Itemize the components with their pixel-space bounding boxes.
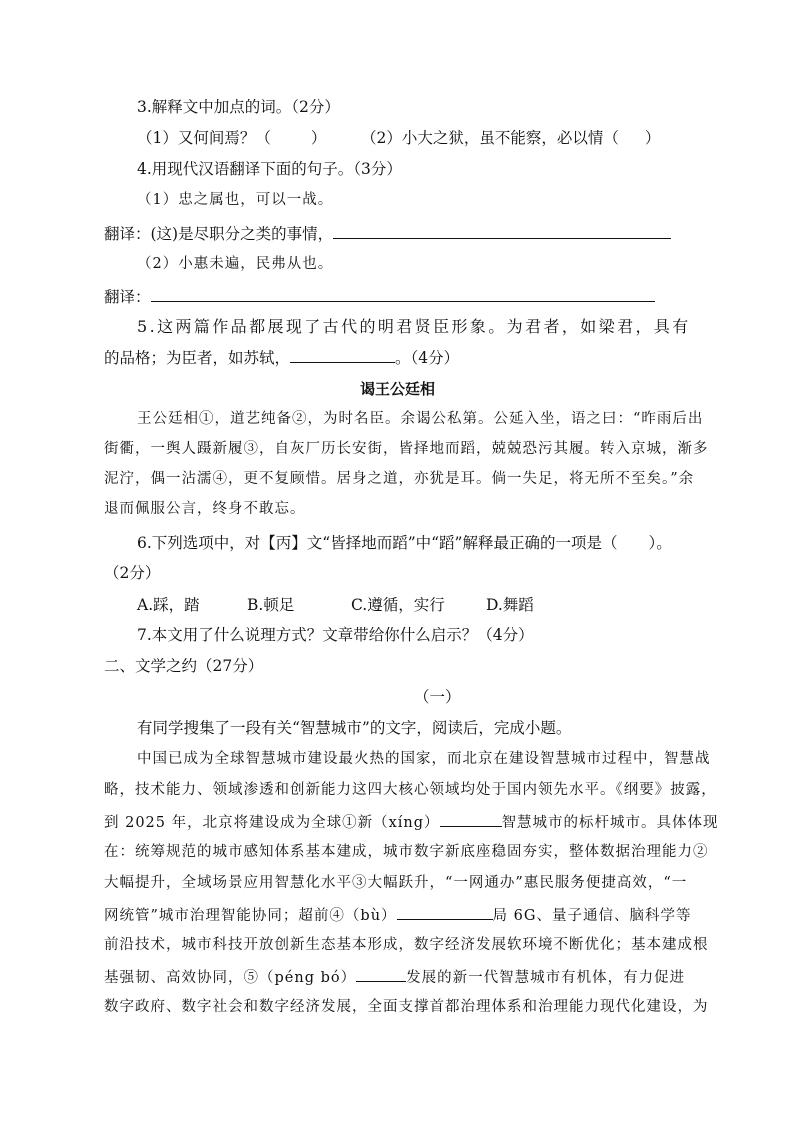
- q4-translation-2-prefix: 翻译：: [104, 288, 151, 306]
- q6-line-1: 6.下列选项中，对【丙】文“皆择地而蹈”中“蹈”解释最正确的一项是（ ）。: [137, 534, 672, 552]
- section2-line-9b: 发展的新一代智慧城市有机体，有力促进: [406, 970, 686, 986]
- section2-line-9a: 基强韧、高效协同，⑤（péng bó）: [104, 970, 357, 986]
- q4-sentence-1: （1）忠之属也，可以一战。: [137, 192, 334, 208]
- section2-line-3a: 到 2025 年，北京将建设成为全球①新（xíng）: [104, 815, 440, 831]
- q5-line-1: 5.这两篇作品都展现了古代的明君贤臣形象。为君者，如梁君，具有: [137, 317, 691, 336]
- passage-line: 退而佩服公言，终身不敢忘。: [104, 501, 306, 517]
- q5-line-2-a: 的品格；为臣者，如苏轼，: [104, 349, 291, 367]
- q3-item1-paren-close: ）: [310, 129, 327, 147]
- section2-line-blank-2: [104, 903, 691, 927]
- passage-title: 谒王公廷相: [360, 380, 436, 398]
- q6-option-d[interactable]: D.舞蹈: [486, 596, 534, 614]
- section2-line-7a: 网统管”城市治理智能协同；超前④（bù）: [104, 908, 397, 924]
- q3-item2: [361, 127, 660, 149]
- section2-subtitle: （一）: [414, 688, 461, 706]
- section2-line: 略，技术能力、领域渗透和创新能力这四大核心领域均处于国内领先水平。《纲要》披露，: [104, 782, 717, 798]
- q4-translation-2: [104, 285, 655, 308]
- q5-blank[interactable]: [290, 346, 395, 363]
- passage-line: 王公廷相①，道艺纯备②，为时名臣。余谒公私第。公延入坐，语之曰：“昨雨后出: [137, 411, 704, 427]
- q3-item2-paren-close: ）: [644, 129, 661, 147]
- q7-text: 7.本文用了什么说理方式？文章带给你什么启示？（4分）: [137, 626, 534, 644]
- blank-xing[interactable]: [440, 810, 502, 827]
- q3-item2-text: （2）小大之狱，虽不能察，必以情（: [361, 129, 619, 147]
- section2-line: 数字政府、数字社会和数字经济发展，全面支撑首都治理体系和治理能力现代化建设，为: [104, 999, 709, 1015]
- section2-line: 前沿技术，城市科技开放创新生态基本形成，数字经济发展软环境不断优化；基本建成根: [104, 937, 709, 953]
- passage-line: 街衢，一舆人蹑新履③，自灰厂历长安街，皆择地而蹈，兢兢恐污其履。转入京城，渐多: [104, 441, 709, 457]
- section2-line: 中国已成为全球智慧城市建设最火热的国家，而北京在建设智慧城市过程中，智慧战: [137, 751, 711, 767]
- q4-translation-1-blank[interactable]: [333, 222, 671, 239]
- section2-line: 大幅提升，全域场景应用智慧化水平③大幅跃升，“一网通办”惠民服务便捷高效，“一: [104, 875, 688, 891]
- q6-line-2: （2分）: [104, 564, 161, 582]
- q4-translation-1-prefix: 翻译：(这)是尽职分之类的事情，: [104, 225, 334, 243]
- blank-pengbo[interactable]: [356, 965, 406, 982]
- blank-bu[interactable]: [397, 903, 493, 920]
- q6-option-a[interactable]: A.踩，踏: [137, 596, 200, 614]
- section2-title: 二、文学之约（27分）: [104, 657, 264, 675]
- q4-translation-2-blank[interactable]: [151, 285, 655, 302]
- q3-item1: [137, 127, 326, 149]
- section2-intro: 有同学搜集了一段有关“智慧城市”的文字，阅读后，完成小题。: [137, 719, 572, 737]
- section2-line: 在：统筹规范的城市感知体系基本建成，城市数字新底座稳固夯实，整体数据治理能力②: [104, 844, 709, 860]
- passage-line: 泥泞，偶一沾濡④，更不复顾惜。居身之道，亦犹是耳。倘一失足，将无所不至矣。”余: [104, 471, 695, 487]
- section2-line-7b: 局 6G、量子通信、脑科学等: [492, 908, 692, 924]
- q6-option-b[interactable]: B.顿足: [247, 596, 295, 614]
- section2-line-3b: 智慧城市的标杆城市。具体体现: [501, 815, 719, 831]
- section2-line-blank-1: [104, 810, 719, 834]
- q3-title: 3.解释文中加点的词。（2分）: [137, 98, 340, 116]
- q4-title: 4.用现代汉语翻译下面的句子。（3分）: [137, 160, 402, 178]
- q5-line-2-b: 。（4分）: [395, 349, 460, 367]
- q4-translation-1: [104, 222, 671, 245]
- q5-line-2: [104, 346, 459, 369]
- q4-sentence-2: （2）小惠未遍，民弗从也。: [137, 256, 334, 272]
- q6-option-c[interactable]: C.遵循，实行: [351, 596, 445, 614]
- q3-item1-text: （1）又何间焉？（: [137, 129, 271, 147]
- section2-line-blank-3: [104, 965, 685, 989]
